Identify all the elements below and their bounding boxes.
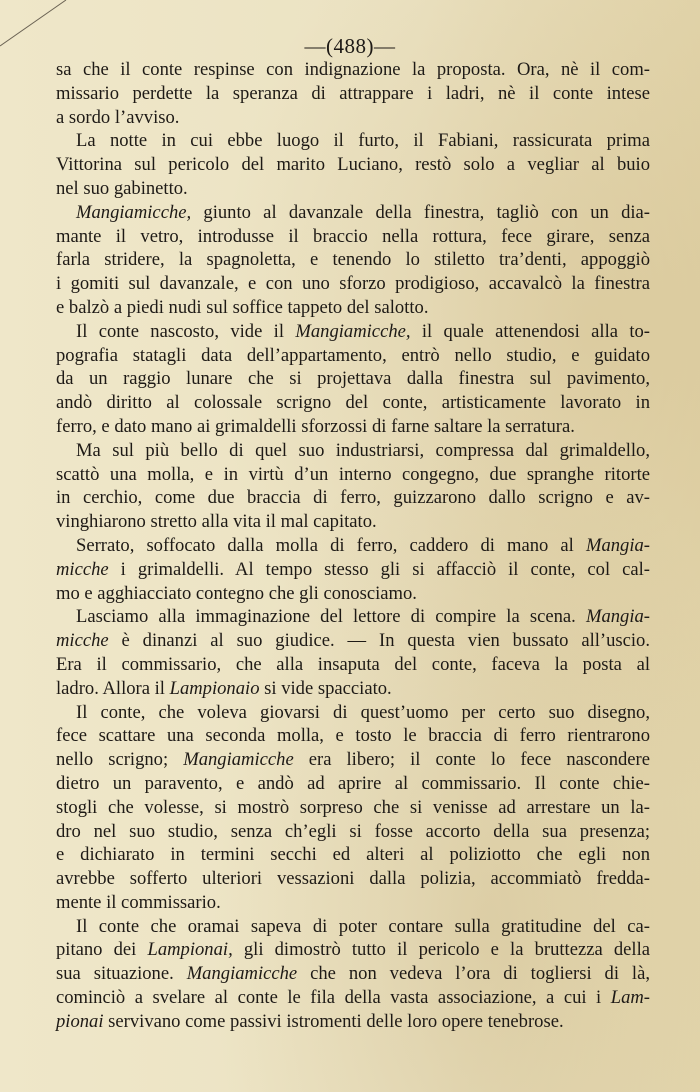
text-line (56, 558, 650, 582)
italic-text: Mangia- (585, 606, 650, 628)
paragraph (56, 439, 650, 534)
text-line (56, 796, 650, 820)
italic-text: Mangiamicche, (295, 320, 411, 342)
text-segment: in cerchio, come due braccia di ferro, guizzarono dallo scrigno e av- (56, 487, 650, 509)
text-segment: fece scattare una seconda molla, e tosto le braccia di ferro rientrarono (56, 725, 650, 747)
text-segment: nello scrigno; (56, 749, 184, 771)
text-segment: era libero; il conte lo fece nascondere (293, 749, 650, 771)
text-segment: Il conte nascosto, vide il (76, 320, 296, 342)
text-segment: Il conte che oramai sapeva di poter contare sulla gratitudine del ca- (76, 915, 650, 937)
text-segment: Serrato, soffocato dalla molla di ferro, caddero di mano al (76, 534, 586, 556)
italic-text: Lam- (610, 987, 650, 1009)
paragraph (56, 58, 650, 129)
italic-text: Lampionai, (147, 939, 233, 961)
text-line (56, 248, 650, 272)
text-segment: scattò una molla, e in virtù d’un interno congegno, due spranghe ritorte (56, 463, 650, 485)
text-line (56, 415, 650, 439)
text-line (56, 891, 650, 915)
text-segment: giunto al davanzale della finestra, tagliò con un dia- (191, 201, 650, 223)
text-segment: si vide spacciato. (259, 677, 392, 699)
text-line (56, 344, 650, 368)
text-segment: Era il commissario, che alla insaputa del conte, faceva la posta al (56, 653, 650, 675)
text-line (56, 463, 650, 487)
text-segment: dro nel suo studio, senza ch’egli si fosse accorto della sua presenza; (56, 820, 650, 842)
text-line (56, 629, 650, 653)
text-segment: missario perdette la speranza di attrappare i ladri, nè il conte intese (56, 82, 650, 104)
italic-text: micche (56, 630, 109, 652)
text-line (56, 153, 650, 177)
text-segment: sa che il conte respinse con indignazione la proposta. Ora, nè il com- (56, 59, 650, 80)
text-segment: cominciò a svelare al conte le fila della vasta associazione, a cui i (56, 987, 611, 1009)
text-line (56, 820, 650, 844)
text-line (56, 177, 650, 201)
text-segment: pografia statagli data dell’appartamento, entrò nello studio, e guidato (56, 344, 650, 366)
body-text (56, 58, 650, 1034)
text-line (56, 677, 650, 701)
text-line (56, 106, 650, 130)
text-segment: e dichiarato in termini secchi ed alteri al poliziotto che egli non (56, 844, 650, 866)
text-segment: è dinanzi al suo giudice. — In questa vien bussato all’uscio. (108, 630, 650, 652)
text-line (56, 320, 650, 344)
text-line (56, 748, 650, 772)
text-segment: ferro, e dato mano ai grimaldelli sforzossi di farne saltare la serratura. (56, 415, 575, 437)
text-segment: i gomiti sul davanzale, e con uno sforzo prodigioso, accavalcò la finestra (56, 273, 650, 295)
text-line (56, 129, 650, 153)
text-line (56, 1010, 650, 1034)
text-line (56, 701, 650, 725)
paragraph (56, 605, 650, 700)
text-line (56, 915, 650, 939)
text-segment: sua situazione. (56, 963, 187, 985)
text-segment: farla stridere, la spagnoletta, e tenendo lo stiletto tra’denti, appoggiò (56, 249, 650, 271)
paragraph (56, 129, 650, 200)
paragraph (56, 534, 650, 605)
paragraph (56, 701, 650, 915)
text-line (56, 82, 650, 106)
text-segment: Vittorina sul pericolo del marito Luciano, restò solo a vegliar al buio (56, 154, 650, 176)
text-segment: pitano dei (56, 939, 148, 961)
text-segment: mente il commissario. (56, 891, 221, 913)
text-line (56, 439, 650, 463)
italic-text: Lampionaio (169, 677, 260, 699)
page-number: —(488)— (304, 34, 396, 58)
text-segment: i grimaldelli. Al tempo stesso gli si affacciò il conte, col cal- (108, 558, 650, 580)
text-line (56, 534, 650, 558)
text-segment: il quale attenendosi alla to- (410, 320, 650, 342)
text-line (56, 272, 650, 296)
text-segment: da un raggio lunare che si projettava dalla finestra sul pavimento, (56, 368, 650, 390)
text-line (56, 962, 650, 986)
italic-text: Mangiamicche, (76, 201, 192, 223)
text-segment: vinghiarono stretto alla vita il mal capitato. (56, 511, 377, 533)
text-segment: nel suo gabinetto. (56, 177, 188, 199)
text-segment: mo e agghiacciato contegno che gli conosciamo. (56, 582, 417, 604)
text-line (56, 486, 650, 510)
text-line (56, 605, 650, 629)
italic-text: pionai (56, 1010, 104, 1032)
text-segment: e balzò a piedi nudi sul soffice tappeto del salotto. (56, 296, 429, 318)
text-segment: Lasciamo alla immaginazione del lettore di compire la scena. (76, 606, 586, 628)
italic-text: micche (56, 558, 109, 580)
text-line (56, 867, 650, 891)
text-segment: servivano come passivi istromenti delle loro opere tenebrose. (103, 1010, 564, 1032)
text-segment: a sordo l’avviso. (56, 106, 180, 128)
italic-text: Mangiamicche (186, 963, 298, 985)
text-segment: stogli che volesse, si mostrò sorpreso che si venisse ad arrestare un la- (56, 796, 650, 818)
text-segment: gli dimostrò tutto il pericolo e la bruttezza della (232, 939, 650, 961)
italic-text: Mangiamicche (183, 749, 294, 771)
text-segment: dietro un paravento, e andò ad aprire al commissario. Il conte chie- (56, 772, 650, 794)
text-line (56, 986, 650, 1010)
text-segment: Il conte, che voleva giovarsi di quest’uomo per certo suo disegno, (76, 701, 650, 723)
paragraph (56, 915, 650, 1034)
text-segment: avrebbe sofferto ulteriori vessazioni dalla polizia, accommiatò fredda- (56, 868, 650, 890)
text-line (56, 938, 650, 962)
text-line (56, 843, 650, 867)
text-line (56, 201, 650, 225)
text-line (56, 58, 650, 82)
text-line (56, 582, 650, 606)
italic-text: Mangia- (585, 534, 650, 556)
text-line (56, 772, 650, 796)
text-line (56, 225, 650, 249)
text-segment: mante il vetro, introdusse il braccio nella rottura, fece girare, senza (56, 225, 650, 247)
text-line (56, 724, 650, 748)
text-segment: andò diritto al colossale scrigno del conte, artisticamente lavorato in (56, 392, 650, 414)
text-segment: Ma sul più bello di quel suo industriarsi, compressa dal grimaldello, (76, 439, 650, 461)
text-line (56, 367, 650, 391)
text-line (56, 391, 650, 415)
text-segment: che non vedeva l’ora di togliersi di là, (297, 963, 650, 985)
text-segment: ladro. Allora il (56, 677, 170, 699)
paragraph (56, 201, 650, 320)
text-line (56, 653, 650, 677)
text-line (56, 296, 650, 320)
paragraph (56, 320, 650, 439)
text-segment: La notte in cui ebbe luogo il furto, il Fabiani, rassicurata prima (76, 130, 650, 152)
text-line (56, 510, 650, 534)
